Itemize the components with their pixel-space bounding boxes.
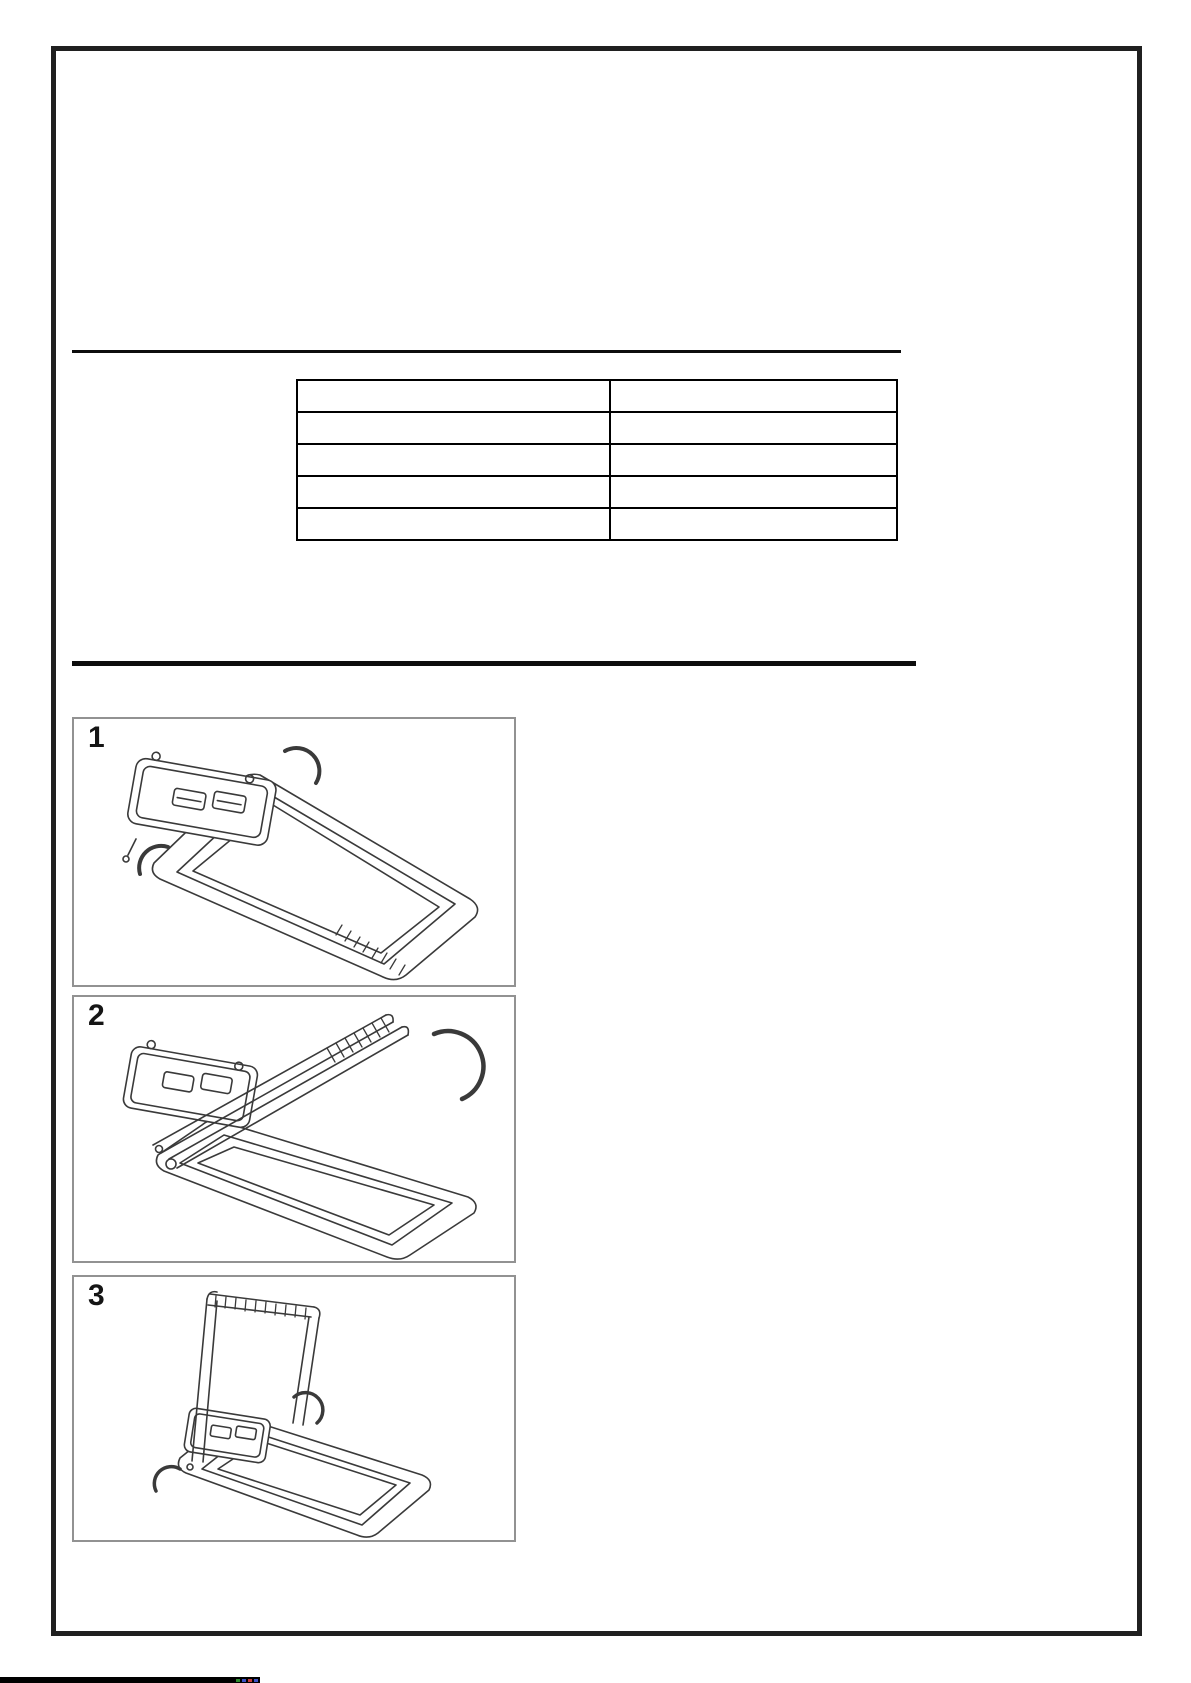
curved-arrow-icon <box>285 748 319 783</box>
console <box>126 749 279 847</box>
spec-table <box>296 379 896 541</box>
spec-table-cell <box>610 380 897 412</box>
section-divider-top <box>72 350 901 353</box>
curved-arrow-icon <box>434 1031 483 1099</box>
figure-number: 1 <box>88 721 105 754</box>
section-divider-bottom <box>72 661 916 666</box>
figure-box-step-2 <box>72 995 516 1263</box>
table-row <box>297 380 897 412</box>
scan-artifact-speck <box>254 1679 258 1682</box>
scan-artifact-speck <box>236 1679 240 1682</box>
treadmill-upright-illustration <box>74 1277 514 1540</box>
spec-table-cell <box>297 412 610 444</box>
console <box>122 1038 260 1129</box>
spec-table-body <box>297 380 897 540</box>
treadmill-unfolding-illustration <box>74 997 514 1261</box>
curved-arrow-icon <box>154 1467 180 1491</box>
table-row <box>297 412 897 444</box>
figure-number: 2 <box>88 999 105 1032</box>
spec-table-cell <box>297 380 610 412</box>
figure-box-step-3 <box>72 1275 516 1542</box>
spec-table-cell <box>610 412 897 444</box>
scan-artifact-speck <box>248 1679 252 1682</box>
table-row <box>297 508 897 540</box>
spec-table-cell <box>610 508 897 540</box>
spec-table-cell <box>610 444 897 476</box>
table-row <box>297 444 897 476</box>
figure-number: 3 <box>88 1279 105 1312</box>
curved-arrow-icon <box>294 1393 323 1423</box>
scan-artifact-speck <box>242 1679 246 1682</box>
spec-table-cell <box>297 508 610 540</box>
spec-table-cell <box>297 476 610 508</box>
figure-box-step-1 <box>72 717 516 987</box>
table-row <box>297 476 897 508</box>
treadmill-folded-illustration <box>74 719 514 985</box>
spec-table-cell <box>297 444 610 476</box>
next-page-scan-edge <box>0 1677 260 1683</box>
spec-table-cell <box>610 476 897 508</box>
